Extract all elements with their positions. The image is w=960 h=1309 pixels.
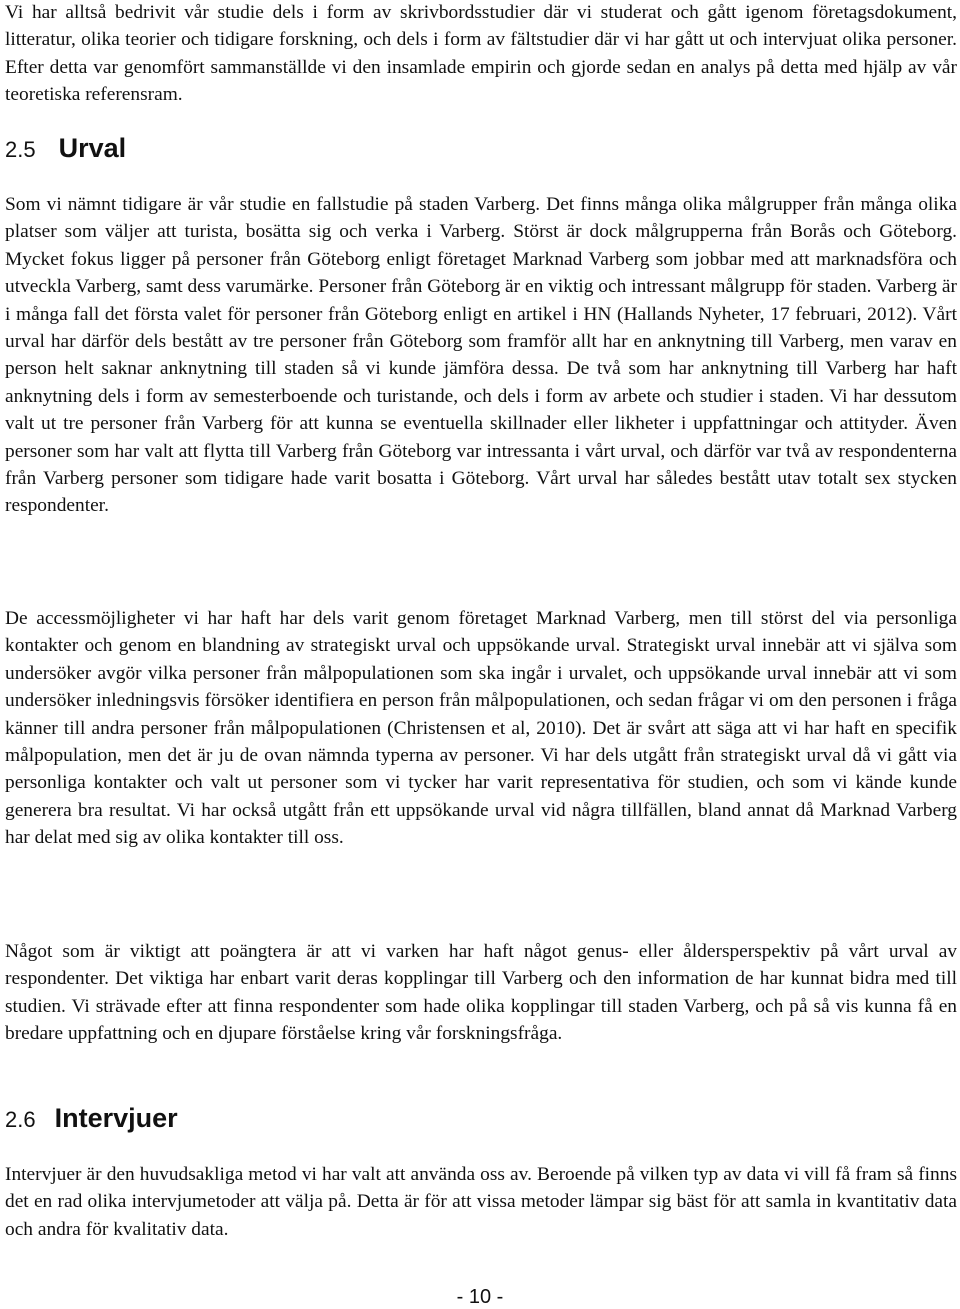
intro-paragraph: Vi har alltså bedrivit vår studie dels i form av skrivbordsstudier där vi studerat och gått igenom företagsdokument, litteratur, olika teorier och tidigare forskning, och dels i form av fältstudier där vi har gått ut och intervjuat olika personer. Efter detta var genomfört sammanställde vi den insamlade empirin och gjorde sedan en analys på detta med hjälp av vår teoretiska referensram. xyxy=(5,2,957,106)
intervjuer-paragraph-1: Intervjuer är den huvudsakliga metod vi har valt att använda oss av. Beroende på vilken typ av data vi vill få fram så finns det en rad olika intervjumetoder att välja på. Detta är för att vissa metoder lämpar sig bäst för att samla in kvantitativ data och andra för kvalitativ data. xyxy=(5,1164,957,1240)
urval-paragraph-1: Som vi nämnt tidigare är vår studie en fallstudie på staden Varberg. Det finns många olika målgrupper från många olika platser som väljer att turista, bosätta sig och verka i Varberg. Störst är dock målgrupperna från Borås och Göteborg. Mycket fokus ligger på personer från Göteborg enligt företaget Marknad Varberg som jobbar med att marknadsföra och utveckla Varberg, samt dess varumärke. Personer från Göteborg är en viktig och intressant målgrupp för staden. Varberg är i många fall det första valet för personer från Göteborg enligt en artikel i HN (Hallands Nyheter, 17 februari, 2012). Vårt urval har därför dels bestått av tre personer från Göteborg som framför allt har en anknytning till Varberg, men varav en person helt saknar anknytning till staden så vi kunde jämföra dessa. De två som har anknytning till Varberg har haft anknytning dels i form av semesterboende och turistande, och dels i form av arbete och studier i staden. Vi har dessutom valt ut tre personer från Varberg för att kunna se eventuella skillnader eller likheter i uppfattningar och attityder. Även personer som har valt att flytta till Varberg från Göteborg var intressanta i vårt urval, och därför var två av respondenterna från Varberg personer som tidigare hade varit bosatta i Göteborg. Vårt urval har således bestått utav totalt sex stycken respondenter. xyxy=(5,194,957,517)
urval-paragraph-2: De accessmöjligheter vi har haft har dels varit genom företaget Marknad Varberg, men till störst del via personliga kontakter och genom en blandning av strategiskt urval och uppsökande urval. Strategiskt urval innebär att vi själva som undersöker avgör vilka personer från målpopulationen som ska ingår i urvalet, och uppsökande urval innebär att vi som undersöker inledningsvis försöker identifiera en person från målpopulationen, och sedan frågar vi om den personen i fråga känner till andra personer från målpopulationen (Christensen et al, 2010). Det är svårt att säga att vi har haft en specifik målpopulation, men det är ju de ovan nämnda typerna av personer. Vi har dels utgått från strategiskt urval då vi gått via personliga kontakter och valt ut personer som vi tycker har varit representativa för studien, och som vi kände kunde generera bra resultat. Vi har också utgått från ett uppsökande urval vid några tillfällen, bland annat då Marknad Varberg har delat med sig av olika kontakter till oss. xyxy=(5,608,957,849)
section-number: 2.6 xyxy=(5,1107,36,1132)
section-title: Intervjuer xyxy=(54,1103,178,1133)
urval-paragraph-3: Något som är viktigt att poängtera är att vi varken har haft något genus- eller åldersperspektiv på vårt urval av respondenter. Det viktiga har enbart varit deras kopplingar till Varberg och den information de har kunnat bidra med till studien. Vi strävade efter att finna respondenter som hade olika kopplingar till staden Varberg, och på så vis kunna få en bredare uppfattning och en djupare förståelse kring vår forskningsfråga. xyxy=(5,941,957,1045)
page-number: - 10 - xyxy=(456,1286,504,1308)
section-heading-urval xyxy=(5,133,126,164)
section-number: 2.5 xyxy=(5,137,36,162)
section-heading-intervjuer xyxy=(5,1103,178,1134)
section-title: Urval xyxy=(58,133,127,163)
